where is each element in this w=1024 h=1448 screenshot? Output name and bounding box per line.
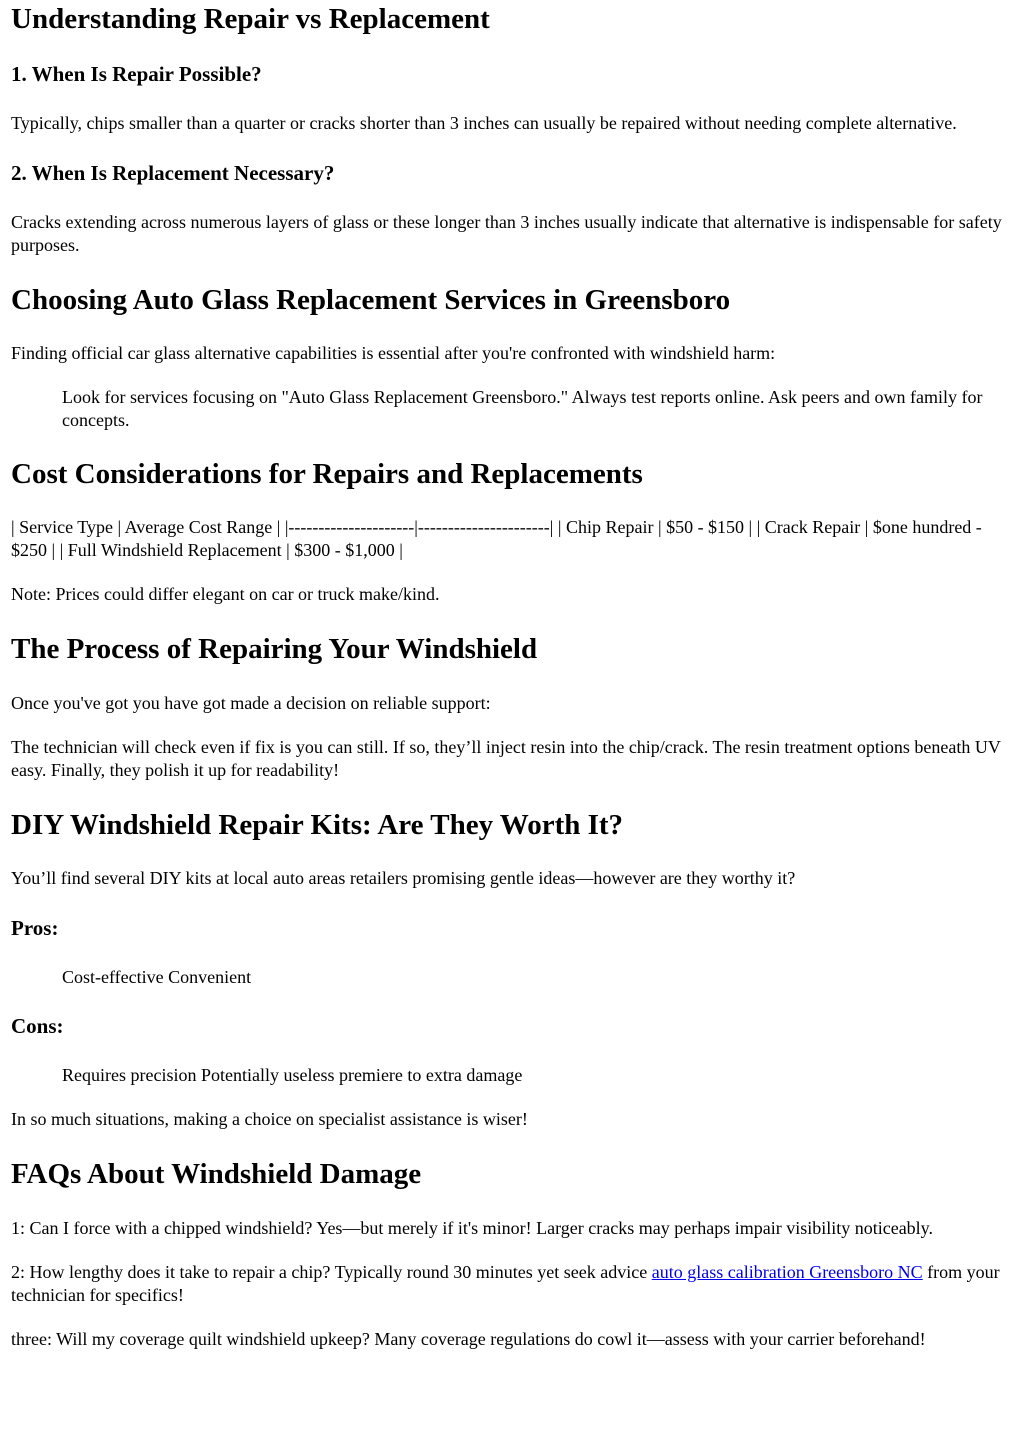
heading-cost-considerations: Cost Considerations for Repairs and Replacements	[11, 458, 643, 490]
paragraph-process-intro: Once you've got you have got made a decision on reliable support:	[11, 693, 491, 713]
auto-glass-calibration-link[interactable]: auto glass calibration Greensboro NC	[651, 1262, 923, 1282]
heading-faqs: FAQs About Windshield Damage	[11, 1158, 422, 1190]
paragraph-faq-3: three: Will my coverage quilt windshield upkeep? Many coverage regulations do cowl it—assess with your carrier beforehand!	[11, 1329, 926, 1349]
paragraph-when-replacement-necessary: Cracks extending across numerous layers of glass or these longer than 3 inches usually indicate that alternative is indispensable for safety purposes.	[11, 212, 1002, 255]
heading-when-repair-possible: 1. When Is Repair Possible?	[11, 62, 262, 86]
heading-repair-vs-replacement: Understanding Repair vs Replacement	[11, 3, 490, 35]
faq-2-text-after: from your technician for specifics!	[11, 1262, 1000, 1305]
heading-when-replacement-necessary: 2. When Is Replacement Necessary?	[11, 161, 335, 185]
heading-repair-process: The Process of Repairing Your Windshield	[11, 633, 538, 665]
heading-diy-kits: DIY Windshield Repair Kits: Are They Worth It?	[11, 809, 624, 841]
list-pros: Cost-effective Convenient	[62, 967, 252, 987]
paragraph-faq-1: 1: Can I force with a chipped windshield? Yes—but merely if it's minor! Larger cracks may perhaps impair visibility noticeably.	[11, 1218, 934, 1238]
list-cons: Requires precision Potentially useless premiere to extra damage	[62, 1065, 523, 1085]
blockquote-choosing-tips: Look for services focusing on "Auto Glass Replacement Greensboro." Always test reports online. Ask peers and own family for concepts.	[62, 387, 983, 430]
paragraph-diy-intro: You’ll find several DIY kits at local auto areas retailers promising gentle ideas—however are they worthy it?	[11, 868, 796, 888]
paragraph-faq-2	[11, 1261, 1012, 1307]
heading-cons: Cons:	[11, 1014, 64, 1038]
paragraph-cost-note: Note: Prices could differ elegant on car or truck make/kind.	[11, 584, 440, 604]
heading-choosing-services: Choosing Auto Glass Replacement Services in Greensboro	[11, 284, 731, 316]
faq-2-text-before: 2: How lengthy does it take to repair a chip? Typically round 30 minutes yet seek advice	[11, 1262, 652, 1282]
paragraph-when-repair-possible: Typically, chips smaller than a quarter or cracks shorter than 3 inches can usually be repaired without needing complete alternative.	[11, 113, 957, 133]
heading-pros: Pros:	[11, 916, 59, 940]
paragraph-choosing-intro: Finding official car glass alternative capabilities is essential after you're confronted with windshield harm:	[11, 343, 776, 363]
paragraph-process-steps: The technician will check even if fix is you can still. If so, they’ll inject resin into the chip/crack. The resin treatment options beneath UV easy. Finally, they polish it up for readability!	[11, 737, 1001, 780]
paragraph-cost-table: | Service Type | Average Cost Range | |---------------------|----------------------| | Chip Repair | $50 - $150 | | Crack Repair | $one hundred - $250 | | Full Windshield Replacement | $300 - $1,000 |	[11, 517, 982, 560]
paragraph-diy-conclusion: In so much situations, making a choice on specialist assistance is wiser!	[11, 1109, 528, 1129]
article	[0, 2, 1024, 1351]
